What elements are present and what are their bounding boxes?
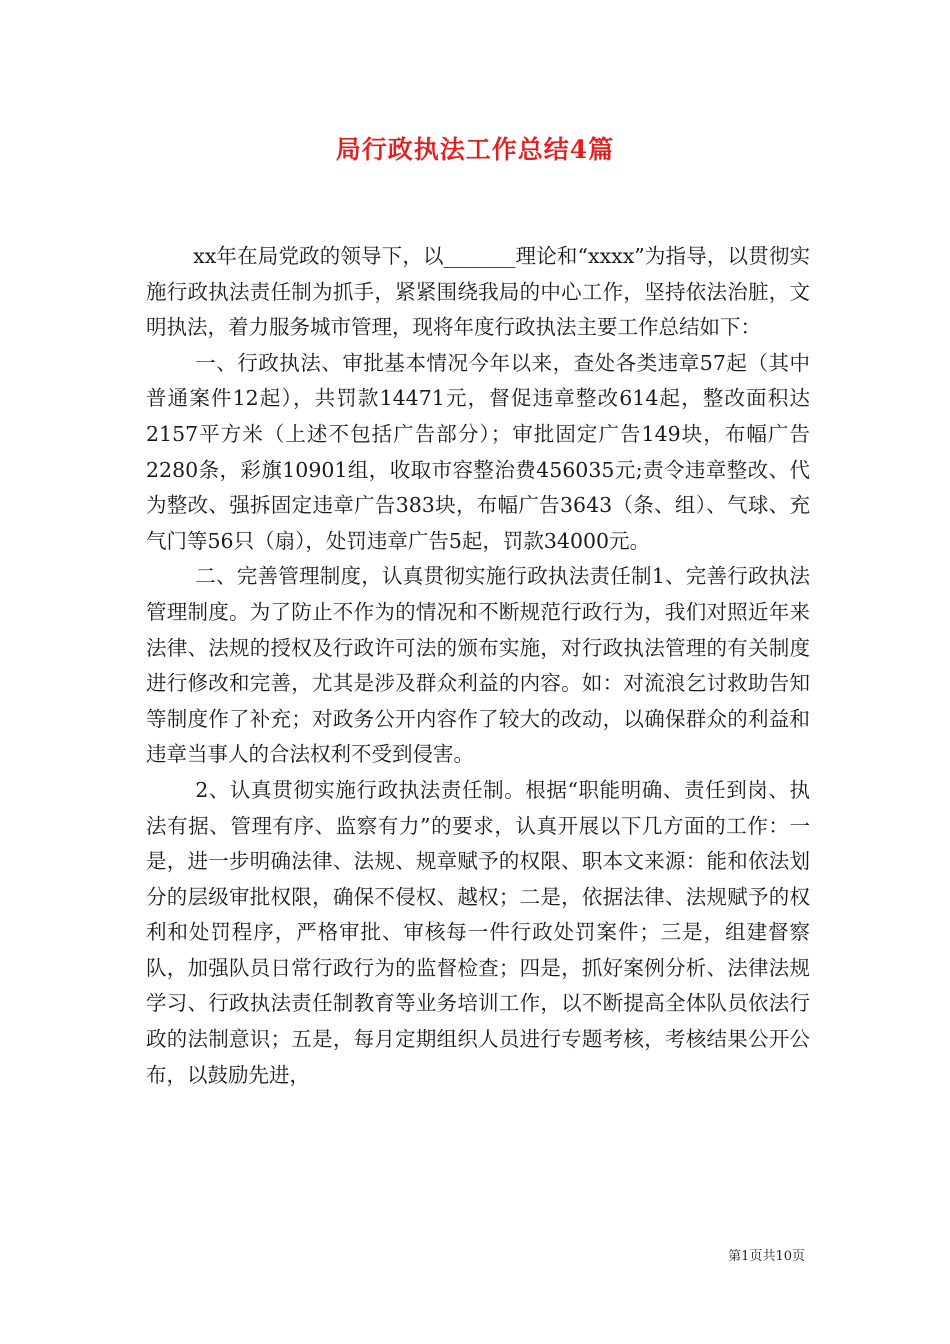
paragraph-responsibility-system: 2、认真贯彻实施行政执法责任制。根据“职能明确、责任到岗、执法有据、管理有序、监察有力”的要求，认真开展以下几方面的工作：一是，进一步明确法律、法规、规章赋予的权限、职本文来源：能和依法划分的层级审批权限，确保不侵权、越权；二是，依据法律、法规赋予的权利和处罚程序，严格审批、审核每一件行政处罚案件；三是，组建督察队，加强队员日常行政行为的监督检查；四是，抓好案例分析、法律法规学习、行政执法责任制教育等业务培训工作，以不断提高全体队员依法行政的法制意识；五是，每月定期组织人员进行专题考核，考核结果公开公布，以鼓励先进， <box>146 777 810 1087</box>
paragraph-intro: xx年在局党政的领导下，以_______理论和“xxxx”为指导，以贯彻实施行政执法责任制为抓手，紧紧围绕我局的中心工作，坚持依法治脏，文明执法，着力服务城市管理，现将年度行政执法主要工作总结如下： <box>146 244 810 340</box>
paragraph-basic-situation: 一、行政执法、审批基本情况今年以来，查处各类违章57起（其中普通案件12起），共罚款14471元，督促违章整改614起，整改面积达2157平方米（上述不包括广告部分）；审批固定广告149块，布幅广告2280条，彩旗10901组，收取市容整治费456035元;责令违章整改、代为整改、强拆固定违章广告383块，布幅广告3643（条、组）、气球、充气门等56只（扇），处罚违章广告5起，罚款34000元。 <box>146 350 810 553</box>
document-body <box>146 239 810 1093</box>
paragraph-management-system: 二、完善管理制度，认真贯彻实施行政执法责任制1、完善行政执法管理制度。为了防止不作为的情况和不断规范行政行为，我们对照近年来法律、法规的授权及行政许可法的颁布实施，对行政执法管理的有关制度进行修改和完善，尤其是涉及群众利益的内容。如：对流浪乞讨救助告知等制度作了补充；对政务公开内容作了较大的改动，以确保群众的利益和违章当事人的合法权利不受到侵害。 <box>146 564 810 767</box>
document-title: 局行政执法工作总结4篇 <box>335 135 615 164</box>
page-number-footer: 第1页共10页 <box>728 1249 805 1264</box>
